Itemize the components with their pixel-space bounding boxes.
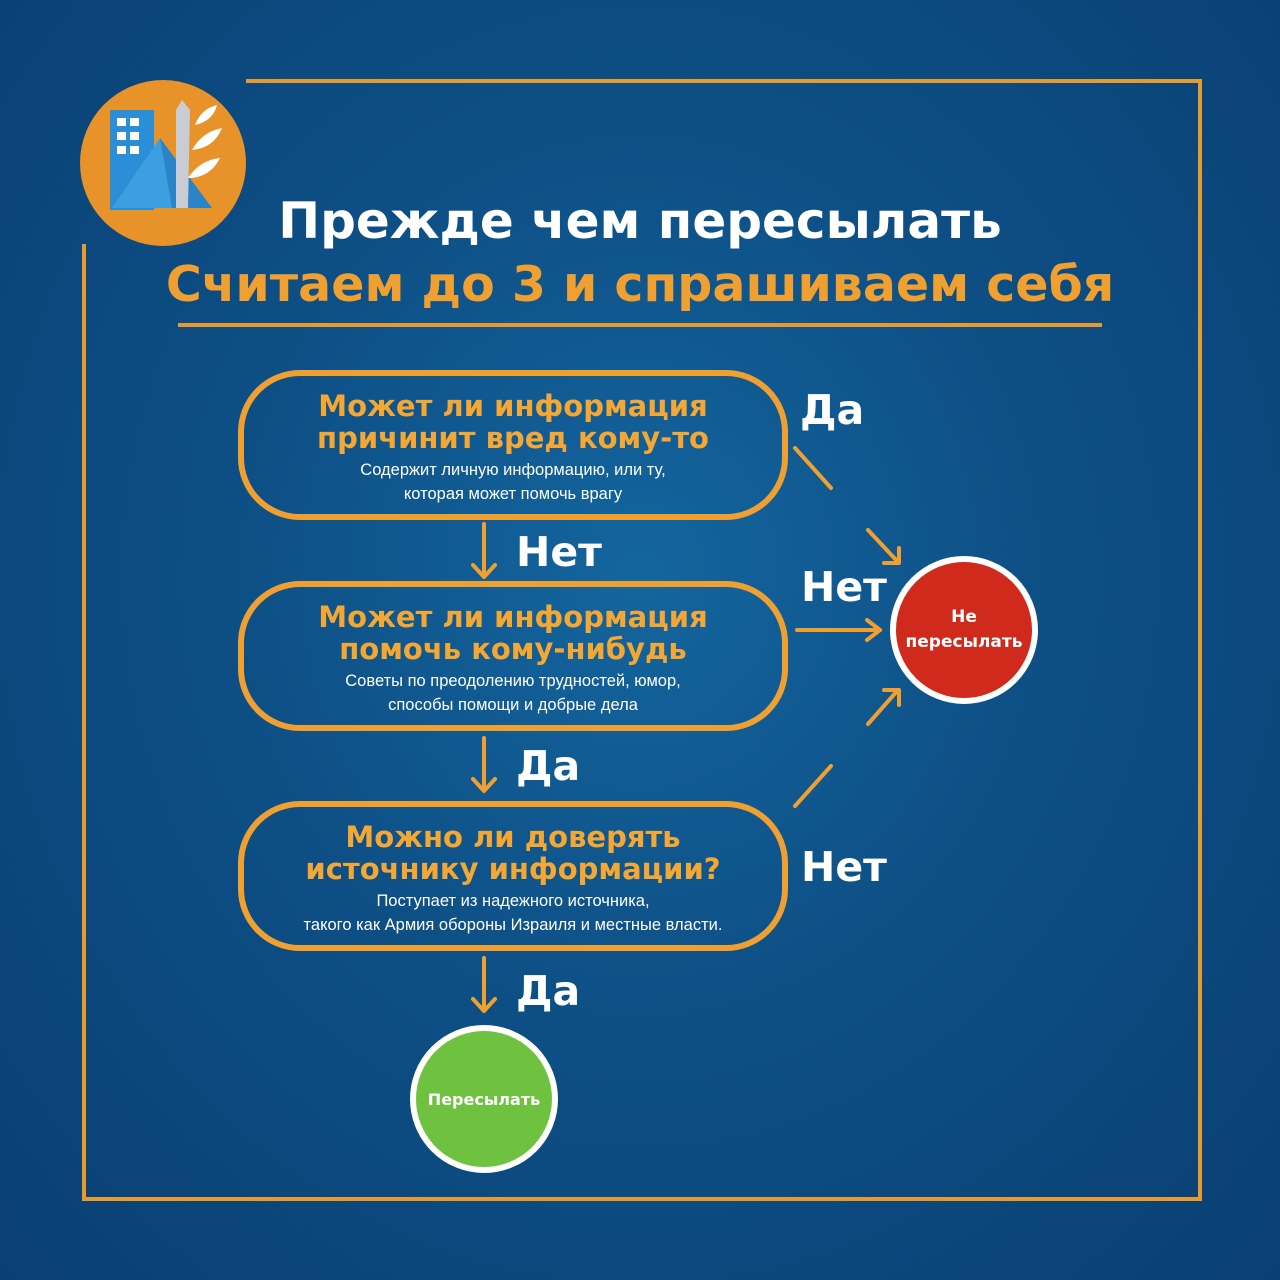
arrow-q2-to-stop: [797, 620, 880, 640]
arrow-down-2: [473, 738, 495, 791]
label-q3-yes: Да: [516, 967, 581, 1015]
page-title: Прежде чем пересылать: [278, 192, 1002, 250]
label-q2-no: Нет: [801, 563, 887, 611]
question-title: Может ли информация помочь кому-нибудь: [318, 600, 708, 666]
question-title: Может ли информация причинит вред кому-то: [317, 389, 709, 455]
question-title: Можно ли доверять источнику информации?: [305, 820, 721, 886]
label-q3-no: Нет: [801, 843, 887, 891]
arrow-down-3: [473, 958, 495, 1011]
question-description: Содержит личную информацию, или ту, которая может помочь врагу: [360, 461, 666, 503]
label-q1-no: Нет: [516, 528, 602, 576]
label-q1-yes: Да: [800, 386, 865, 434]
arrow-down-1: [473, 524, 495, 577]
outcome-forward: Пересылать: [410, 1025, 558, 1173]
arrow-q1-to-stop: [795, 448, 899, 563]
label-q2-yes: Да: [516, 742, 581, 790]
outcome-do-not-forward: Не пересылать: [890, 556, 1038, 704]
page-subtitle: Считаем до 3 и спрашиваем себя: [165, 256, 1115, 313]
arrow-q3-to-stop: [795, 690, 899, 806]
question-description: Поступает из надежного источника, такого как Армия обороны Израиля и местные власти.: [303, 892, 723, 934]
question-description: Советы по преодолению трудностей, юмор, способы помощи и добрые дела: [345, 672, 681, 714]
